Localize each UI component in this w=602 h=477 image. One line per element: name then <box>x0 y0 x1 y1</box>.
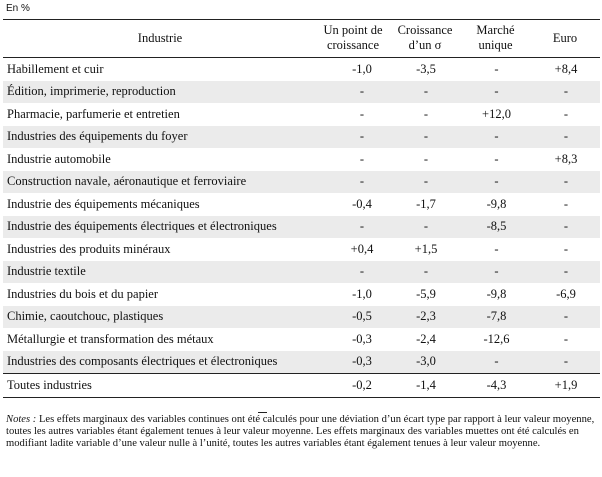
effet-euro-cell: - <box>530 351 600 374</box>
table-body <box>3 58 600 398</box>
effet-euro-cell: - <box>530 261 600 284</box>
table-row <box>3 171 600 194</box>
industry-label: Industrie des équipements mécaniques <box>7 196 200 211</box>
industry-label: Toutes industries <box>3 374 317 398</box>
effet-marche-unique-cell: - <box>461 351 530 374</box>
industry-label: Construction navale, aéronautique et ferroviaire <box>3 171 317 194</box>
table-row <box>3 103 600 126</box>
table-row <box>3 216 600 239</box>
industry-label: Industries des produits minéraux <box>7 241 171 256</box>
effet-marche-unique-cell: - <box>494 61 499 76</box>
note-text: Les effets marginaux des variables continues ont été calculés pour une déviation d’un écart type par rapport à leur valeur moyenne, toutes les autres variables étant également tenues à leur valeur moyenne. Les effets marginaux des variables muettes ont été calculés en modifiant ladite variable d’une valeur nulle à l’unité, toutes les autres variables étant également tenues à leur valeur moyenne. <box>6 414 595 449</box>
header-croissance-sigma: Croissance d’un σ <box>389 20 461 58</box>
effet-croissance-cell: -1,0 <box>352 286 372 301</box>
note-label: Notes : <box>6 414 37 425</box>
effet-euro-cell: - <box>530 216 600 239</box>
header-marche-unique: Marché unique <box>461 20 530 58</box>
effet-marche-unique-cell: -9,8 <box>486 286 507 301</box>
header-un-point-de-croissance: Un point de croissance <box>317 20 389 58</box>
table-row <box>3 81 600 104</box>
effet-croissance-cell: -0,3 <box>317 351 389 374</box>
effet-croissance-cell: - <box>317 261 389 284</box>
effet-marche-unique-cell: - <box>461 171 530 194</box>
effet-croissance-sigma-cell: - <box>389 261 461 284</box>
note-marker <box>258 412 267 413</box>
header-industrie: Industrie <box>3 20 317 58</box>
effet-croissance-sigma-cell: - <box>423 151 429 166</box>
effet-croissance-sigma-cell: - <box>389 81 461 104</box>
table-row <box>3 58 600 81</box>
effet-marche-unique-cell: -12,6 <box>483 331 510 346</box>
effet-euro-cell: +8,3 <box>554 151 578 166</box>
industry-label: Habillement et cuir <box>7 61 104 76</box>
table-row <box>3 148 600 171</box>
effet-croissance-cell: - <box>317 216 389 239</box>
table-row <box>3 261 600 284</box>
table-row <box>3 328 600 351</box>
effet-marche-unique-cell: -8,5 <box>461 216 530 239</box>
total-row <box>3 374 600 398</box>
effet-croissance-sigma-cell: - <box>389 126 461 149</box>
industry-label: Industries des équipements du foyer <box>3 126 317 149</box>
table-row <box>3 306 600 329</box>
effet-marche-unique-cell: - <box>494 241 499 256</box>
effet-croissance-sigma-cell: -3,5 <box>416 61 436 76</box>
unit-label: En % <box>6 3 30 14</box>
effet-croissance-cell: - <box>317 126 389 149</box>
effet-euro-cell: - <box>563 106 569 121</box>
effet-croissance-cell: -1,0 <box>352 61 372 76</box>
industry-label: Pharmacie, parfumerie et entretien <box>7 106 180 121</box>
effet-croissance-sigma-cell: - <box>423 106 429 121</box>
effet-croissance-sigma-cell: -5,9 <box>416 286 436 301</box>
effet-croissance-cell: - <box>359 106 365 121</box>
table-row <box>3 283 600 306</box>
effet-croissance-sigma-cell: -2,3 <box>389 306 461 329</box>
effet-marche-unique-cell: - <box>461 126 530 149</box>
industry-label: Industrie automobile <box>7 151 111 166</box>
effet-euro-cell: - <box>530 306 600 329</box>
effet-euro-cell: -6,9 <box>556 286 576 301</box>
effet-euro-cell: - <box>530 81 600 104</box>
industry-label: Industrie des équipements électriques et électroniques <box>3 216 317 239</box>
effet-marche-unique-cell: - <box>461 81 530 104</box>
effet-croissance-cell: - <box>359 151 365 166</box>
effet-euro-cell: - <box>530 126 600 149</box>
table-row <box>3 126 600 149</box>
header-row <box>3 20 600 58</box>
effet-croissance-sigma-cell: -2,4 <box>416 331 436 346</box>
effet-marche-unique-cell: -7,8 <box>461 306 530 329</box>
effet-croissance-cell: +0,4 <box>350 241 374 256</box>
industry-label: Métallurgie et transformation des métaux <box>7 331 214 346</box>
effet-euro-cell: - <box>563 241 569 256</box>
effet-croissance-sigma-cell: +1,5 <box>414 241 438 256</box>
industry-label: Édition, imprimerie, reproduction <box>3 81 317 104</box>
effet-euro-cell: - <box>530 171 600 194</box>
effet-marche-unique-cell: - <box>494 151 499 166</box>
effet-marche-unique-cell: - <box>461 261 530 284</box>
effet-croissance-cell: - <box>317 171 389 194</box>
effet-euro-cell: +8,4 <box>554 61 578 76</box>
effet-euro-cell: +1,9 <box>530 374 600 398</box>
effet-croissance-cell: - <box>317 81 389 104</box>
effet-euro-cell: - <box>563 196 569 211</box>
effet-croissance-cell: -0,5 <box>317 306 389 329</box>
table-row <box>3 351 600 374</box>
industry-label: Industries des composants électriques et électroniques <box>3 351 317 374</box>
effet-croissance-cell: -0,2 <box>317 374 389 398</box>
effet-marche-unique-cell: -4,3 <box>461 374 530 398</box>
effet-marche-unique-cell: -9,8 <box>486 196 507 211</box>
industry-label: Industries du bois et du papier <box>7 286 159 301</box>
marginal-effects-table <box>3 19 600 398</box>
industry-label: Industrie textile <box>3 261 317 284</box>
header-euro: Euro <box>530 20 600 58</box>
effet-euro-cell: - <box>563 331 569 346</box>
effet-croissance-sigma-cell: -1,7 <box>416 196 436 211</box>
effet-croissance-sigma-cell: -1,4 <box>389 374 461 398</box>
effet-croissance-cell: -0,3 <box>352 331 372 346</box>
effet-croissance-cell: -0,4 <box>352 196 372 211</box>
effet-croissance-sigma-cell: - <box>389 171 461 194</box>
effet-croissance-sigma-cell: -3,0 <box>389 351 461 374</box>
effet-croissance-sigma-cell: - <box>389 216 461 239</box>
table-note <box>6 414 598 450</box>
table-row <box>3 193 600 216</box>
industry-label: Chimie, caoutchouc, plastiques <box>3 306 317 329</box>
table-row <box>3 238 600 261</box>
effet-marche-unique-cell: +12,0 <box>482 106 511 121</box>
